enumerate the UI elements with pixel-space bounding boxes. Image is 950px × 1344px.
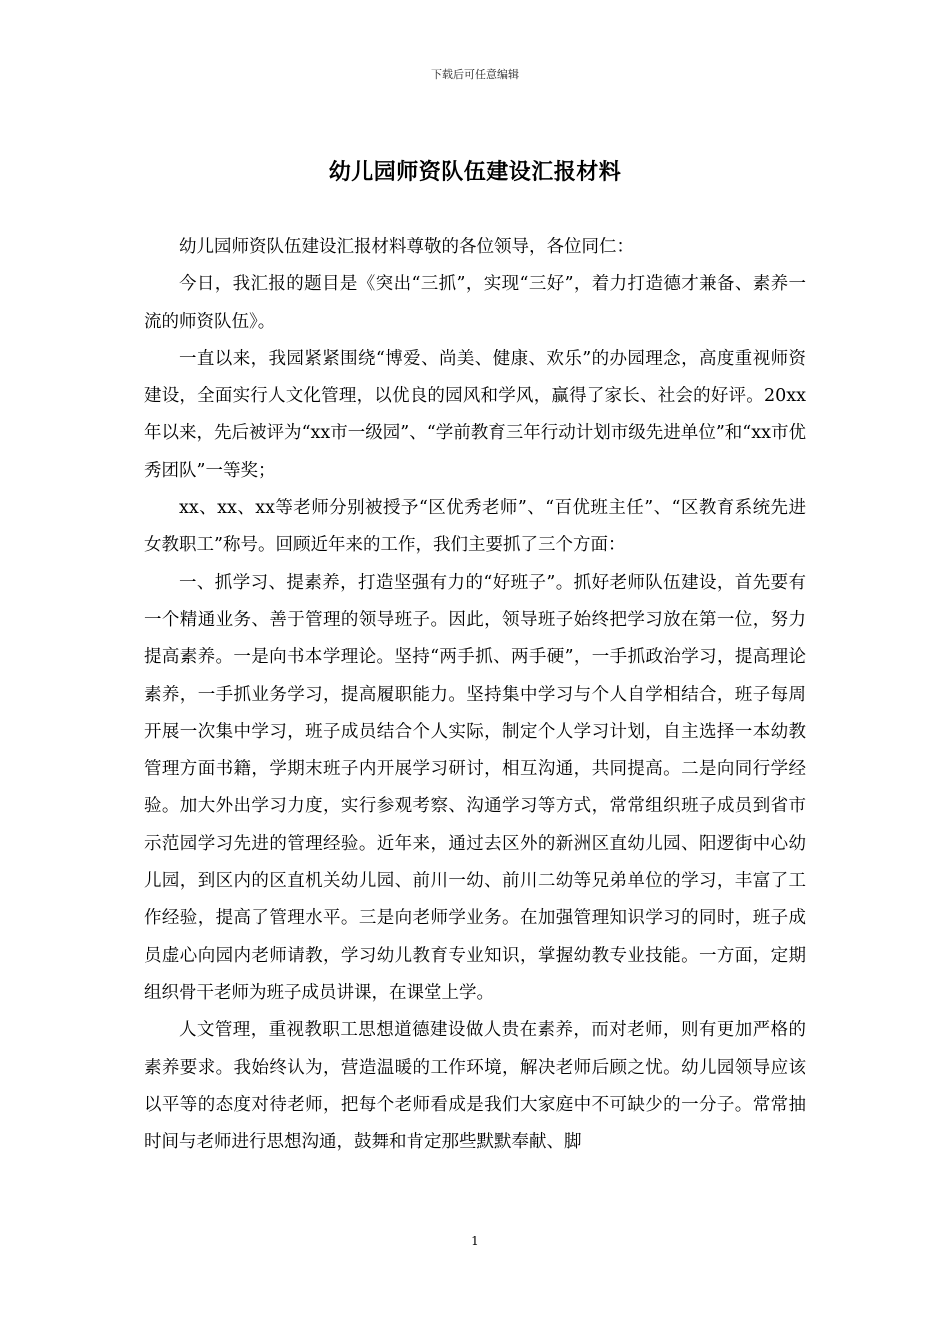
header-note: 下载后可任意编辑	[431, 68, 519, 81]
paragraph-salutation: 幼儿园师资队伍建设汇报材料尊敬的各位领导，各位同仁：	[179, 237, 634, 257]
paragraph-honors: xx、xx、xx等老师分别被授予“区优秀老师”、“百优班主任”、“区教育系统先进女教职工”称号。回顾近年来的工作，我们主要抓了三个方面：	[144, 498, 806, 556]
paragraph-background: 一直以来，我园紧紧围绕“博爱、尚美、健康、欢乐”的办园理念，高度重视师资建设，全面实行人文化管理，以优良的园风和学风，赢得了家长、社会的好评。20xx年以来，先后被评为“xx市一级园”、“学前教育三年行动计划市级先进单位”和“xx市优秀团队”一等奖；	[144, 348, 806, 481]
page-number: 1	[471, 1234, 479, 1248]
paragraph-topic: 今日，我汇报的题目是《突出“三抓”，实现“三好”，着力打造德才兼备、素养一流的师资队伍》。	[144, 274, 806, 332]
paragraph-humanistic-management: 人文管理，重视教职工思想道德建设做人贵在素养，而对老师，则有更加严格的素养要求。我始终认为，营造温暖的工作环境，解决老师后顾之忧。幼儿园领导应该以平等的态度对待老师，把每个老师看成是我们大家庭中不可缺少的一分子。常常抽时间与老师进行思想沟通，鼓舞和肯定那些默默奉献、脚	[144, 1020, 806, 1153]
paragraph-section-one: 一、抓学习、提素养，打造坚强有力的“好班子”。抓好老师队伍建设，首先要有一个精通业务、善于管理的领导班子。因此，领导班子始终把学习放在第一位，努力提高素养。一是向书本学理论。坚持“两手抓、两手硬”，一手抓政治学习，提高理论素养，一手抓业务学习，提高履职能力。坚持集中学习与个人自学相结合，班子每周开展一次集中学习，班子成员结合个人实际，制定个人学习计划，自主选择一本幼教管理方面书籍，学期末班子内开展学习研讨，相互沟通，共同提高。二是向同行学经验。加大外出学习力度，实行参观考察、沟通学习等方式，常常组织班子成员到省市示范园学习先进的管理经验。近年来，通过去区外的新洲区直幼儿园、阳逻街中心幼儿园，到区内的区直机关幼儿园、前川一幼、前川二幼等兄弟单位的学习，丰富了工作经验，提高了管理水平。三是向老师学业务。在加强管理知识学习的同时，班子成员虚心向园内老师请教，学习幼儿教育专业知识，掌握幼教专业技能。一方面，定期组织骨干老师为班子成员讲课，在课堂上学。	[144, 572, 806, 1003]
document-body	[144, 229, 806, 1161]
document-title: 幼儿园师资队伍建设汇报材料	[328, 159, 622, 185]
